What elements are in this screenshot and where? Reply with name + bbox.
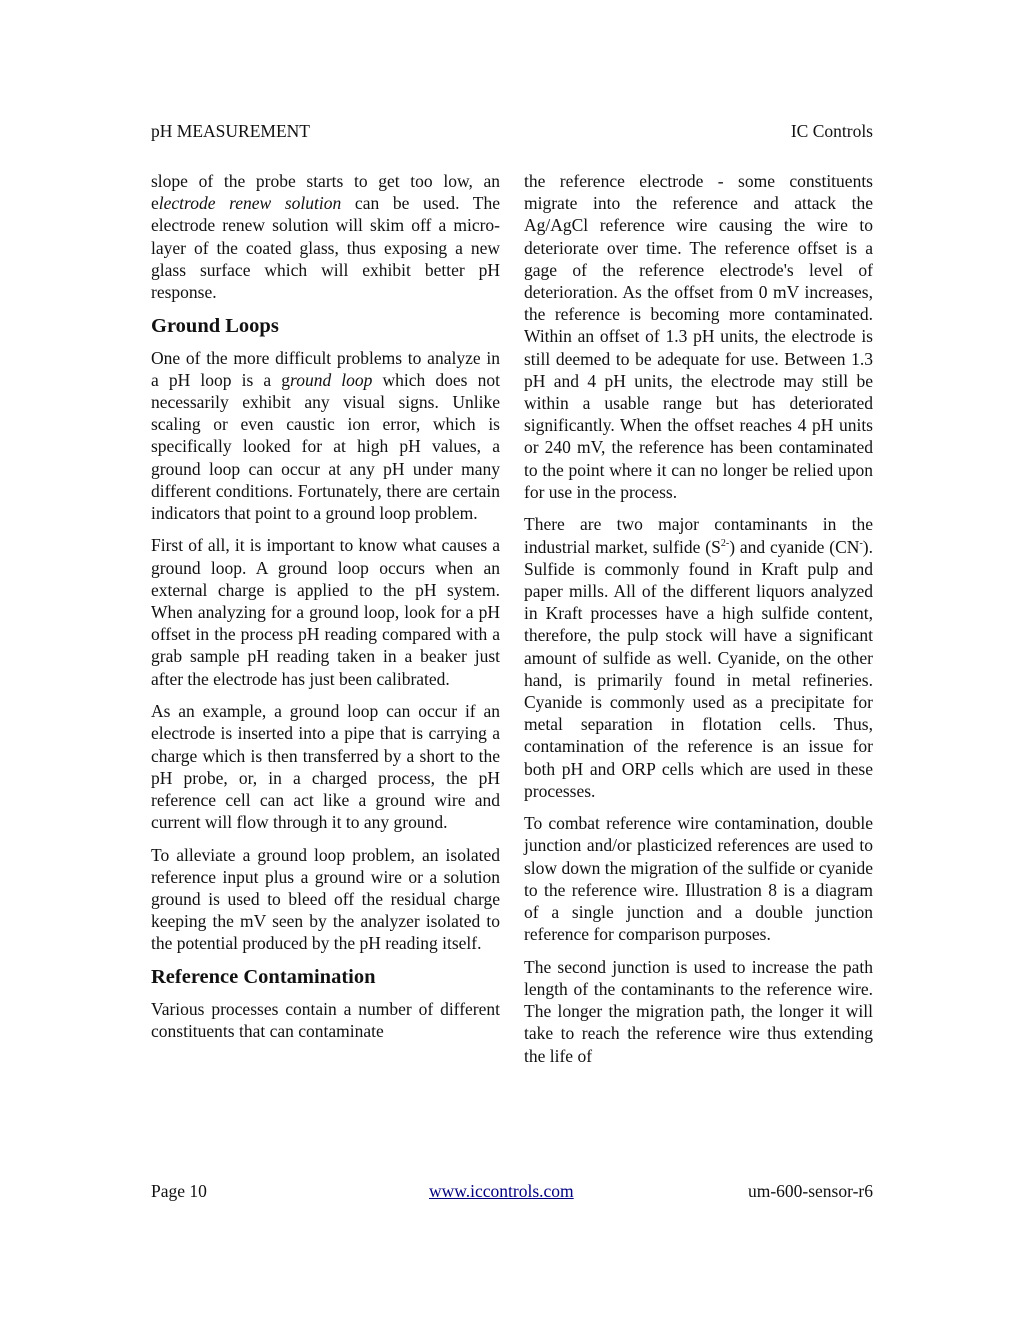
paragraph-electrode-renew: slope of the probe starts to get too low, an electrode renew solution can be used. The electrode renew solution will skim off a micro-layer of the coated glass, thus exposing a new glass surface which will exhibit better pH response. (151, 171, 500, 303)
paragraph-second-junction: The second junction is used to increase the path length of the contaminants to the reference wire. The longer the migration path, the longer it will take to reach the reference wire thus extending the life of (524, 956, 873, 1066)
term-ground-loop: round loop (290, 369, 373, 390)
paragraph-reference-offset: the reference electrode - some constituents migrate into the reference and attack the Ag/AgCl reference wire causing the wire to deteriorate over time. The reference offset is a gage of the reference electrode's level of deterioration. As the offset from 0 mV increases, the reference is becoming more contaminated. Within an offset of 1.3 pH units, the electrode is still deemed to be adequate for use. Between 1.3 pH and 4 pH units, the electrode may still be within a usable range but has deteriorated significantly. When the offset reaches 4 pH units or 240 mV, the reference has been contaminated to the point where it can no longer be relied upon for use in the process. (524, 171, 873, 502)
page-footer (151, 1181, 873, 1203)
website-link[interactable]: www.iccontrols.com (429, 1181, 574, 1201)
term-electrode-renew-solution: lectrode renew solution (158, 193, 342, 214)
paragraph-ground-loop-example: As an example, a ground loop can occur if an electrode is inserted into a pipe that is carrying a charge which is then transferred by a short to the pH probe, or, in a charged process, the pH reference cell can act like a ground wire and current will flow through it to any ground. (151, 701, 500, 833)
header-company: IC Controls (790, 121, 873, 141)
paragraph-double-junction: To combat reference wire contamination, double junction and/or plasticized references are used to slow down the migration of the sulfide or cyanide to the reference wire. Illustration 8 is a diagram of a single junction and a double junction reference for comparison purposes. (524, 813, 873, 945)
page-header (151, 121, 873, 143)
paragraph-ground-loop-intro: One of the more difficult problems to analyze in a pH loop is a ground loop which does not necessarily exhibit any visual signs. Unlike scaling or even caustic ion error, which is specifically looked for at high pH values, a ground loop can occur at any pH under many different conditions. Fortunately, there are certain indicators that point to a ground loop problem. (151, 347, 500, 523)
page-number: Page 10 (151, 1181, 207, 1201)
right-column (524, 170, 873, 1077)
paragraph-contaminants: There are two major contaminants in the industrial market, sulfide $(S^{2-})$ and cyanide (CN-). Sulfide is commonly found in Kraft pulp and paper mills. All of the different liquors analyzed in Kraft processes have a high sulfide content, therefore, the pulp stock will have a significant amount of sulfide as well. Cyanide, on the other hand, is primarily found in metal refineries. Cyanide is commonly used as a precipitate for metal separation in flotation cells. Thus, contamination of the reference is an issue for both pH and ORP cells which are used in these processes. (524, 514, 873, 801)
paragraph-ground-loop-remedy: To alleviate a ground loop problem, an isolated reference input plus a ground wire or a solution ground is used to bleed off the residual charge keeping the mV seen by the analyzer isolated to the potential produced by the pH reading itself. (151, 844, 500, 954)
document-id: um-600-sensor-r6 (747, 1181, 873, 1201)
cyanide-charge: - (859, 537, 863, 549)
heading-reference-contamination: Reference Contamination (151, 965, 376, 988)
heading-ground-loops: Ground Loops (151, 314, 279, 337)
paragraph-ground-loop-causes: First of all, it is important to know what causes a ground loop. A ground loop occurs when an external charge is applied to the pH system. When analyzing for a ground loop, look for a pH offset in the process pH reading compared with a grab sample pH reading taken in a beaker just after the electrode has just been calibrated. (151, 535, 500, 689)
left-column (151, 170, 500, 1053)
sulfide-charge: 2- (720, 537, 730, 549)
header-section-title: pH MEASUREMENT (151, 121, 310, 141)
paragraph-reference-contamination-intro: Various processes contain a number of different constituents that can contaminate (151, 998, 500, 1042)
